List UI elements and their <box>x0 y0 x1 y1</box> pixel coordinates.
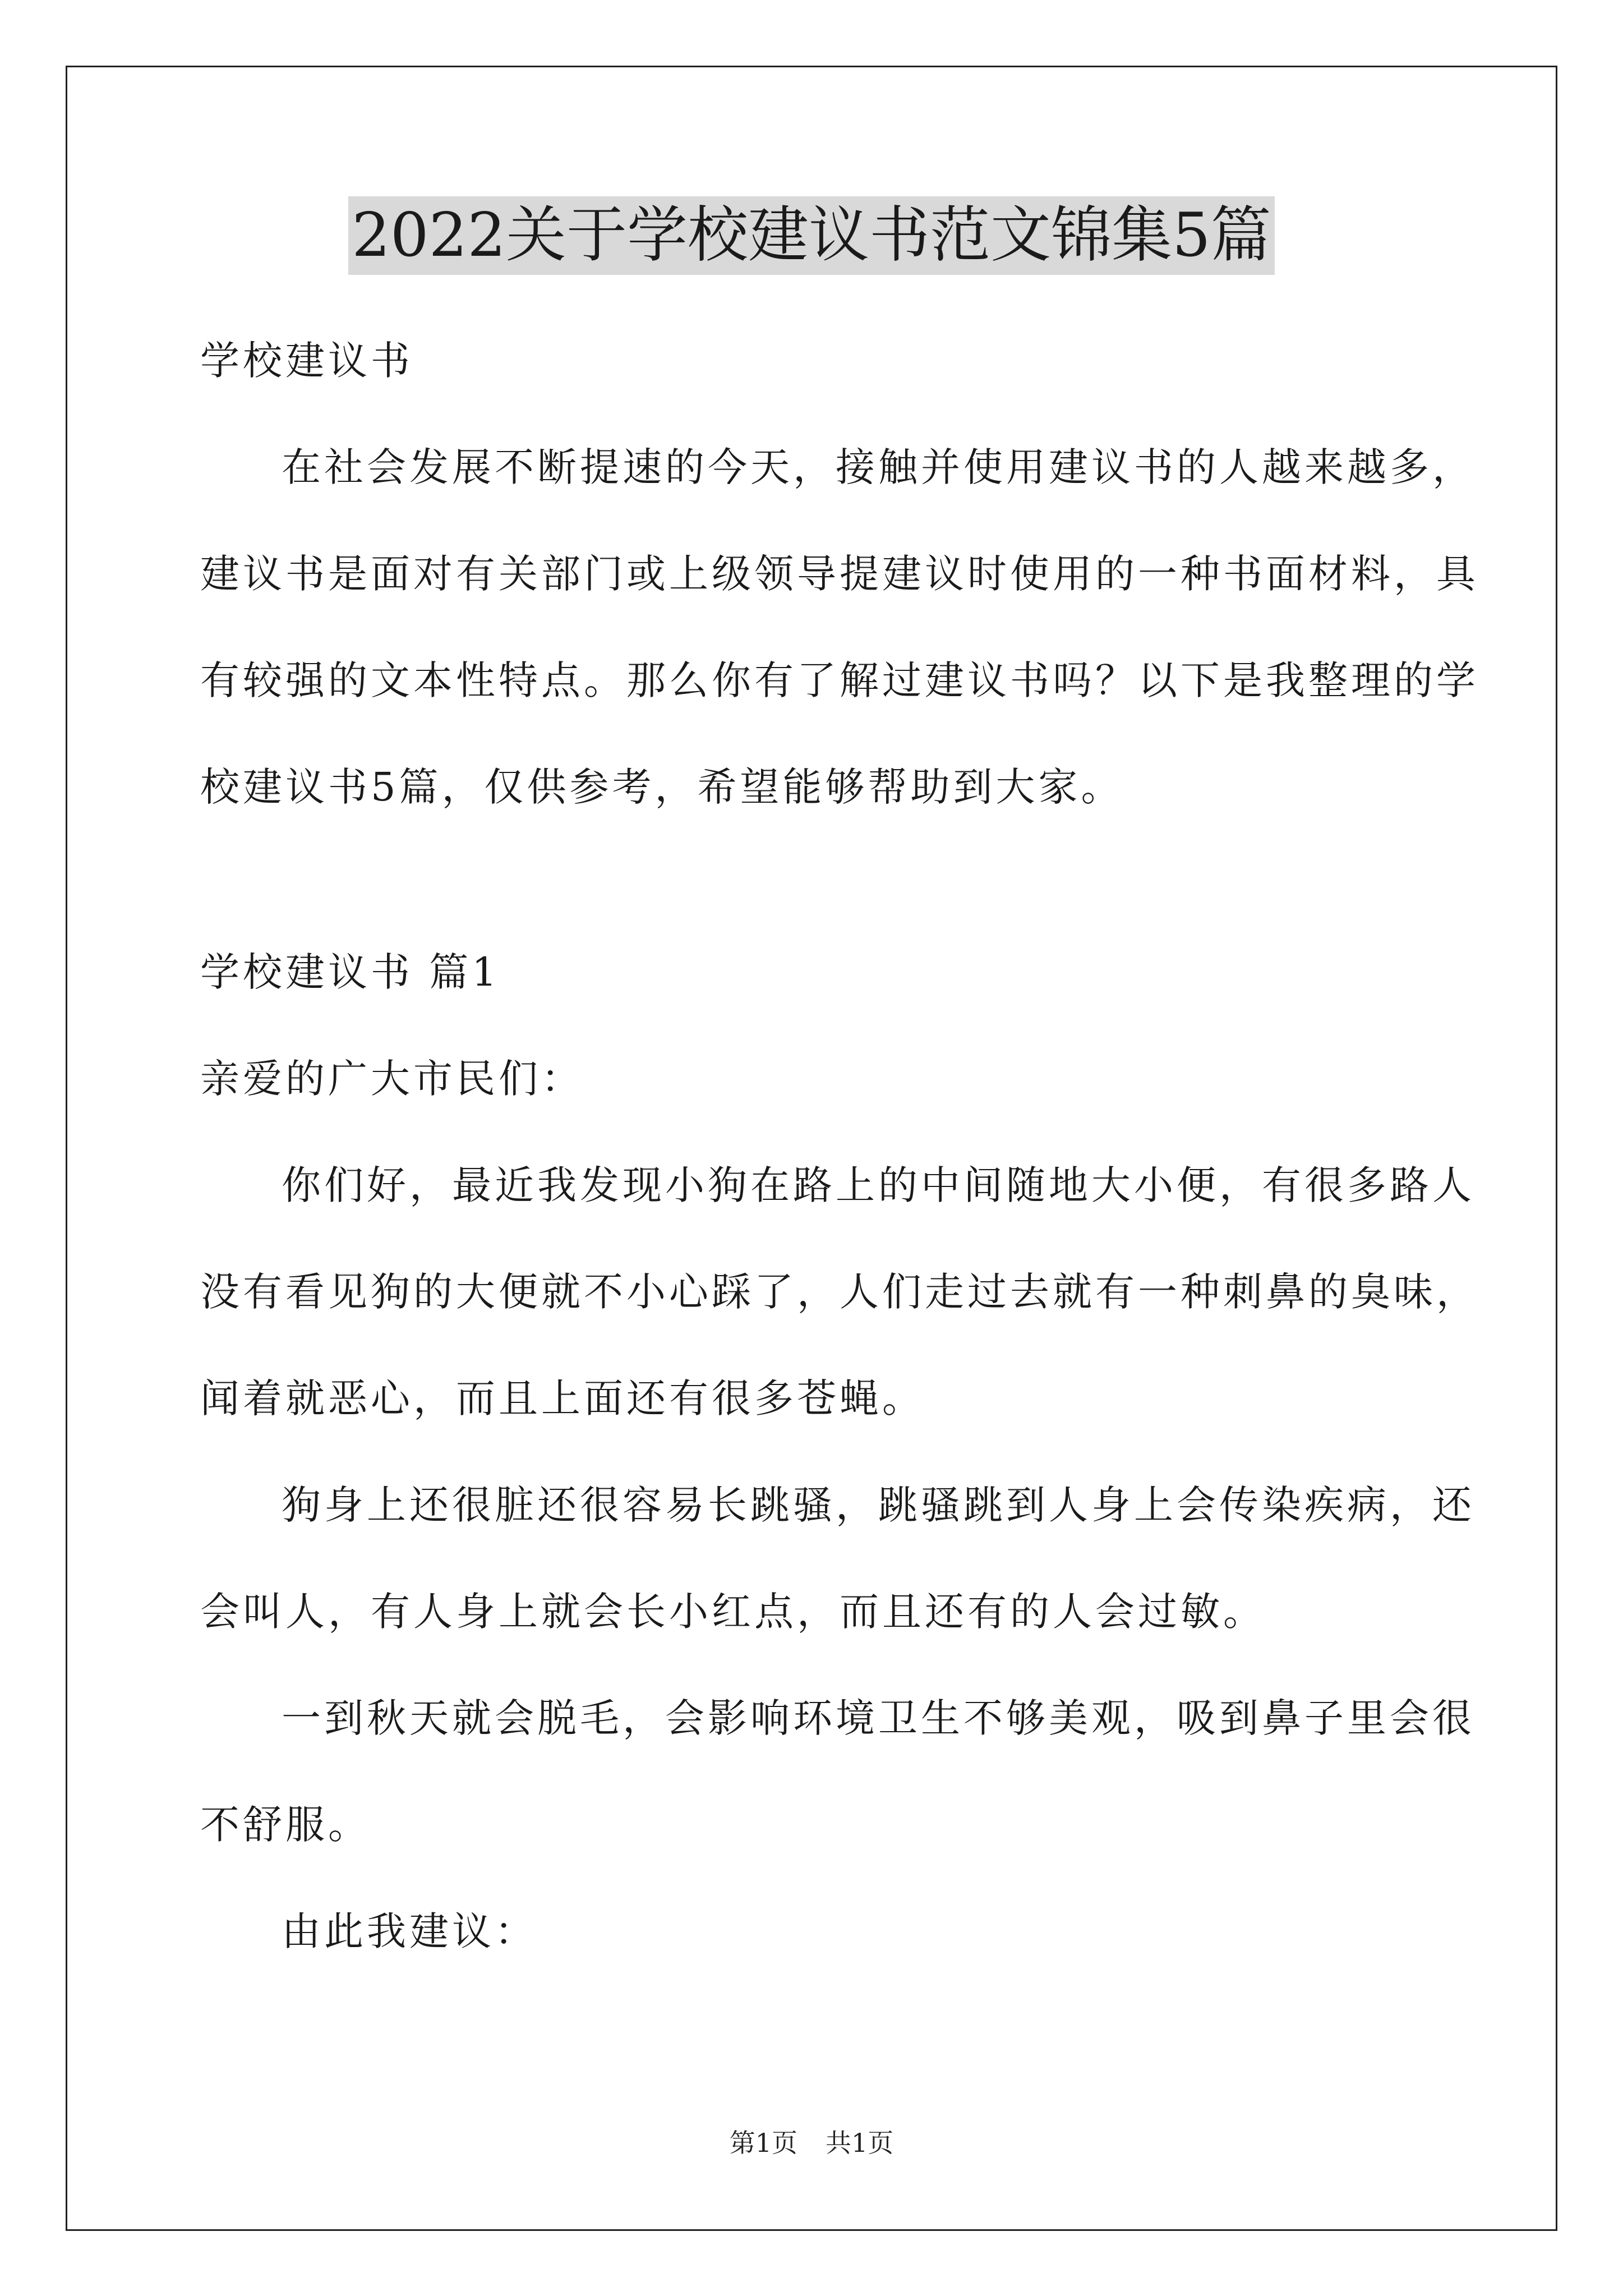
paragraph-line: 你们好，最近我发现小狗在路上的中间随地大小便，有很多路人 <box>282 1162 1475 1208</box>
paragraph-line: 一到秋天就会脱毛，会影响环境卫生不够美观，吸到鼻子里会很 <box>282 1695 1475 1741</box>
section-heading: 学校建议书 <box>200 338 413 384</box>
paragraph-line: 在社会发展不断提速的今天，接触并使用建议书的人越来越多， <box>282 444 1475 490</box>
paragraph-line: 校建议书5篇，仅供参考，希望能够帮助到大家。 <box>200 764 1124 810</box>
paragraph-line: 由此我建议： <box>282 1908 537 1954</box>
salutation: 亲爱的广大市民们： <box>200 1056 584 1102</box>
page-number-total: 共1页 <box>826 2128 894 2158</box>
paragraph-line: 建议书是面对有关部门或上级领导提建议时使用的一种书面材料，具 <box>200 551 1479 597</box>
paragraph-line: 闻着就恶心，而且上面还有很多苍蝇。 <box>200 1375 925 1421</box>
paragraph-line: 有较强的文本性特点。那么你有了解过建议书吗？以下是我整理的学 <box>200 657 1479 703</box>
document-title: 2022关于学校建议书范文锦集5篇 <box>348 196 1275 275</box>
page-number-current: 第1页 <box>729 2128 797 2158</box>
paragraph-line: 狗身上还很脏还很容易长跳骚，跳骚跳到人身上会传染疾病，还 <box>282 1482 1475 1528</box>
section-heading: 学校建议书 篇1 <box>200 949 500 995</box>
paragraph-line: 会叫人，有人身上就会长小红点，而且还有的人会过敏。 <box>200 1589 1266 1635</box>
spacer <box>200 840 1434 919</box>
page-footer <box>0 2126 1623 2160</box>
paragraph-line: 不舒服。 <box>200 1802 371 1848</box>
document-body <box>200 307 1479 1985</box>
paragraph-line: 没有看见狗的大便就不小心踩了，人们走过去就有一种刺鼻的臭味， <box>200 1269 1479 1315</box>
title-container <box>0 196 1623 275</box>
